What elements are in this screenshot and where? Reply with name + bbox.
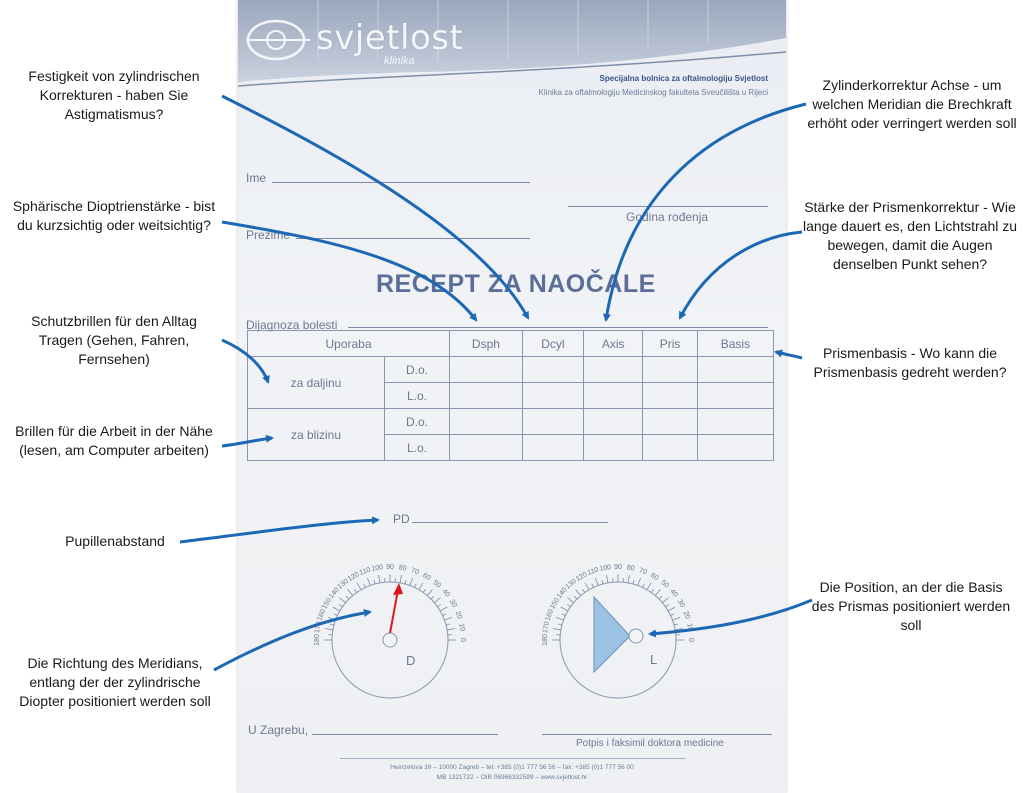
dial-degree-label: 180 — [313, 634, 321, 646]
arrow-to-dsph — [222, 222, 476, 320]
dial-degree-label: 130 — [564, 577, 579, 591]
header-axis: Axis — [583, 331, 642, 357]
dial-degree-label: 70 — [637, 567, 648, 577]
header-pris: Pris — [643, 331, 697, 357]
dial-degree-label: 40 — [440, 588, 451, 599]
dial-degree-label: 160 — [544, 608, 556, 622]
arrow-to-far — [222, 340, 268, 382]
dial-degree-label: 60 — [649, 572, 660, 583]
dial-degree-label: 140 — [555, 586, 569, 601]
dial-degree-label: 110 — [358, 566, 372, 577]
eye-cell: D.o. — [385, 357, 450, 383]
header-basis: Basis — [697, 331, 773, 357]
header-uporaba: Uporaba — [248, 331, 450, 357]
header-dcyl: Dcyl — [522, 331, 583, 357]
eye-cell: D.o. — [385, 409, 450, 435]
logo-subtitle: klinika — [384, 55, 415, 67]
dial-degree-label: 50 — [659, 579, 670, 590]
dial-letter-l: L — [650, 652, 658, 667]
page-title: RECEPT ZA NAOČALE — [376, 270, 656, 298]
dial-degree-label: 100 — [371, 563, 384, 573]
annotation-cyl: Festigkeit von zylindrischen Korrekturen - haben Sie Astigmatismus? — [28, 68, 200, 122]
dial-degree-label: 0 — [459, 638, 467, 642]
eye-cell: L.o. — [385, 435, 450, 461]
dial-degree-label: 60 — [421, 572, 432, 583]
annotation-axis: Zylinderkorrektur Achse - um welchen Meridian die Brechkraft erhöht oder verringert werden soll — [807, 77, 1017, 131]
dial-degree-label: 30 — [447, 598, 458, 609]
dial-degree-label: 180 — [541, 634, 549, 646]
arrow-to-position — [650, 600, 812, 634]
dial-degree-label: 10 — [685, 622, 694, 632]
dial-letter-d: D — [406, 653, 416, 668]
arrow-to-near — [222, 438, 272, 446]
pd-label: PD — [393, 512, 410, 526]
dial-degree-label: 170 — [313, 621, 323, 634]
use-far-cell: za daljinu — [248, 357, 385, 409]
signature-label: Potpis i faksimil doktora medicine — [576, 738, 724, 749]
header-dsph: Dsph — [450, 331, 523, 357]
arrow-to-basis — [776, 352, 802, 358]
dial-degree-label: 170 — [541, 621, 551, 634]
ime-label: Ime — [246, 171, 267, 185]
annotation-prism: Stärke der Prismenkorrektur - Wie lange dauert es, den Lichtstrahl zu bewegen, damit die Augen denselben Punkt sehen? — [802, 199, 1018, 272]
birth-year-label: Godina rođenja — [626, 210, 709, 224]
dial-degree-label: 110 — [586, 566, 600, 577]
dial-degree-label: 20 — [453, 610, 463, 621]
dial-degree-label: 20 — [681, 610, 691, 621]
dial-degree-label: 90 — [614, 563, 622, 571]
dial-degree-label: 80 — [626, 564, 636, 573]
annotation-meridian: Die Richtung des Meridians, entlang der der zylindrische Diopter positioniert werden soll — [19, 655, 211, 709]
dial-degree-label: 120 — [574, 571, 589, 584]
annotation-position: Die Position, an der die Basis des Prismas positioniert werden soll — [811, 579, 1011, 633]
dial-degree-label: 90 — [386, 563, 394, 571]
prezime-label: Prezime — [246, 228, 291, 242]
arrow-to-pd — [180, 520, 378, 542]
dial-degree-label: 80 — [398, 564, 408, 573]
registration-line: MB 1321722 – OIB 06966332599 – www.svjetlost.hr — [436, 774, 588, 781]
city-label: U Zagrebu, — [248, 723, 309, 737]
dial-degree-label: 120 — [346, 571, 361, 584]
dial-degree-label: 30 — [675, 598, 686, 609]
dial-degree-label: 130 — [336, 577, 351, 591]
use-near-cell: za blizinu — [248, 409, 385, 461]
arrow-to-axis — [606, 104, 806, 320]
arrow-to-meridian — [214, 612, 370, 670]
dial-degree-label: 100 — [599, 563, 612, 573]
dial-degree-label: 50 — [431, 579, 442, 590]
annotation-sph: Sphärische Dioptrienstärke - bist du kurzsichtig oder weitsichtig? — [12, 198, 216, 233]
dial-degree-label: 160 — [316, 608, 328, 622]
hospital-name: Specijalna bolnica za oftalmologiju Svjetlost — [599, 74, 768, 83]
annotation-near: Brillen für die Arbeit in der Nähe (lesen, am Computer arbeiten) — [15, 423, 213, 458]
dial-degree-label: 140 — [327, 586, 341, 601]
clinic-name: Klinika za oftalmologiju Medicinskog fakulteta Sveučilišta u Rijeci — [538, 88, 768, 97]
dial-degree-label: 150 — [549, 596, 562, 611]
eye-cell: L.o. — [385, 383, 450, 409]
annotation-pd: Pupillenabstand — [65, 533, 165, 549]
dial-degree-label: 70 — [409, 567, 420, 577]
address-line: Heinzelova 39 – 10000 Zagreb – tel: +385 (0)1 777 56 56 – fax: +385 (0)1 777 56 00 — [390, 764, 634, 771]
arrow-to-pris — [680, 232, 802, 318]
arrow-to-dcyl — [222, 96, 528, 318]
dial-degree-label: 150 — [321, 596, 334, 611]
dial-degree-label: 10 — [457, 622, 466, 632]
dial-degree-label: 40 — [668, 588, 679, 599]
diagnosis-label: Dijagnoza bolesti — [246, 318, 338, 332]
annotation-far: Schutzbrillen für den Alltag Tragen (Gehen, Fahren, Fernsehen) — [31, 313, 197, 367]
dial-degree-label: 0 — [687, 638, 695, 642]
logo-name: svjetlost — [316, 18, 464, 58]
annotation-basis: Prismenbasis - Wo kann die Prismenbasis gedreht werden? — [813, 345, 1007, 380]
